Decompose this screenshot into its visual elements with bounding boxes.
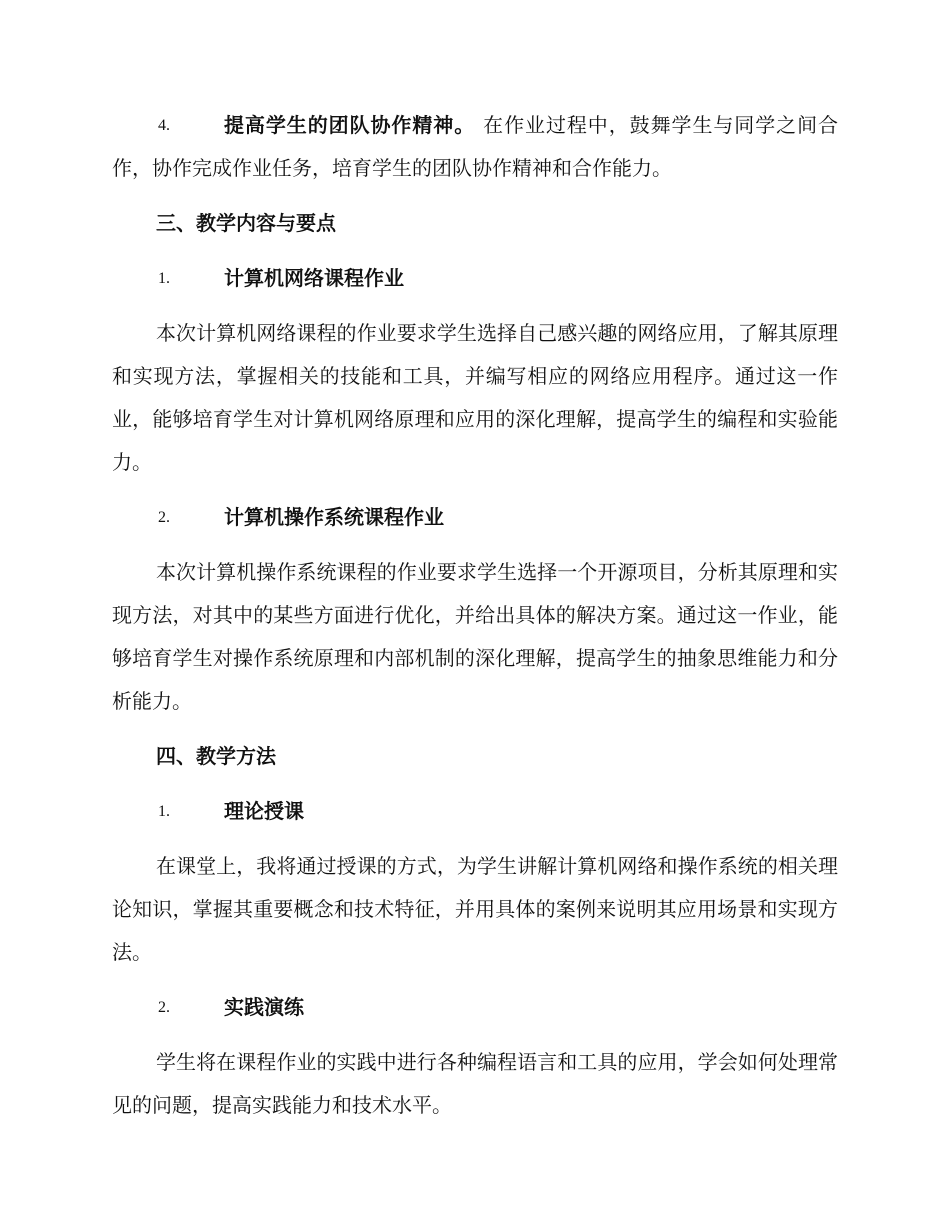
item-number: 2. [158, 999, 170, 1016]
item-number: 1. [158, 270, 170, 287]
item-number: 4. [158, 117, 170, 134]
content-item-1-heading: 计算机网络课程作业 [224, 266, 404, 290]
section-heading-4: 四、教学方法 [156, 744, 276, 768]
method-item-1-paragraph: 在课堂上，我将通过授课的方式，为学生讲解计算机网络和操作系统的相关理论知识，掌握其重要概念和技术特征，并用具体的案例来说明其应用场景和实现方法。 [112, 854, 838, 964]
document-body [112, 104, 838, 1127]
method-item-2 [112, 986, 838, 1029]
content-item-2 [112, 496, 838, 539]
item-number: 1. [158, 803, 170, 820]
content-item-1 [112, 257, 838, 300]
goal-item-4-heading: 提高学生的团队协作精神。 [224, 113, 476, 137]
method-item-2-heading: 实践演练 [224, 995, 304, 1019]
content-item-2-heading: 计算机操作系统课程作业 [224, 505, 444, 529]
item-number: 2. [158, 509, 170, 526]
content-item-2-paragraph: 本次计算机操作系统课程的作业要求学生选择一个开源项目，分析其原理和实现方法，对其中的某些方面进行优化，并给出具体的解决方案。通过这一作业，能够培育学生对操作系统原理和内部机制的深化理解，提高学生的抽象思维能力和分析能力。 [112, 560, 838, 713]
method-item-2-paragraph: 学生将在课程作业的实践中进行各种编程语言和工具的应用，学会如何处理常见的问题，提高实践能力和技术水平。 [112, 1050, 838, 1117]
goal-item-4-body: 在作业过程中，鼓舞学生与同学之间合作，协作完成作业任务，培育学生的团队协作精神和合作能力。 [112, 113, 839, 180]
content-item-1-paragraph: 本次计算机网络课程的作业要求学生选择自己感兴趣的网络应用，了解其原理和实现方法，掌握相关的技能和工具，并编写相应的网络应用程序。通过这一作业，能够培育学生对计算机网络原理和应用的深化理解，提高学生的编程和实验能力。 [112, 321, 838, 474]
goal-item-4-text [112, 104, 838, 190]
goal-item-4 [112, 104, 838, 190]
section-heading-3: 三、教学内容与要点 [156, 211, 336, 235]
method-item-1-heading: 理论授课 [224, 799, 304, 823]
method-item-1 [112, 790, 838, 833]
